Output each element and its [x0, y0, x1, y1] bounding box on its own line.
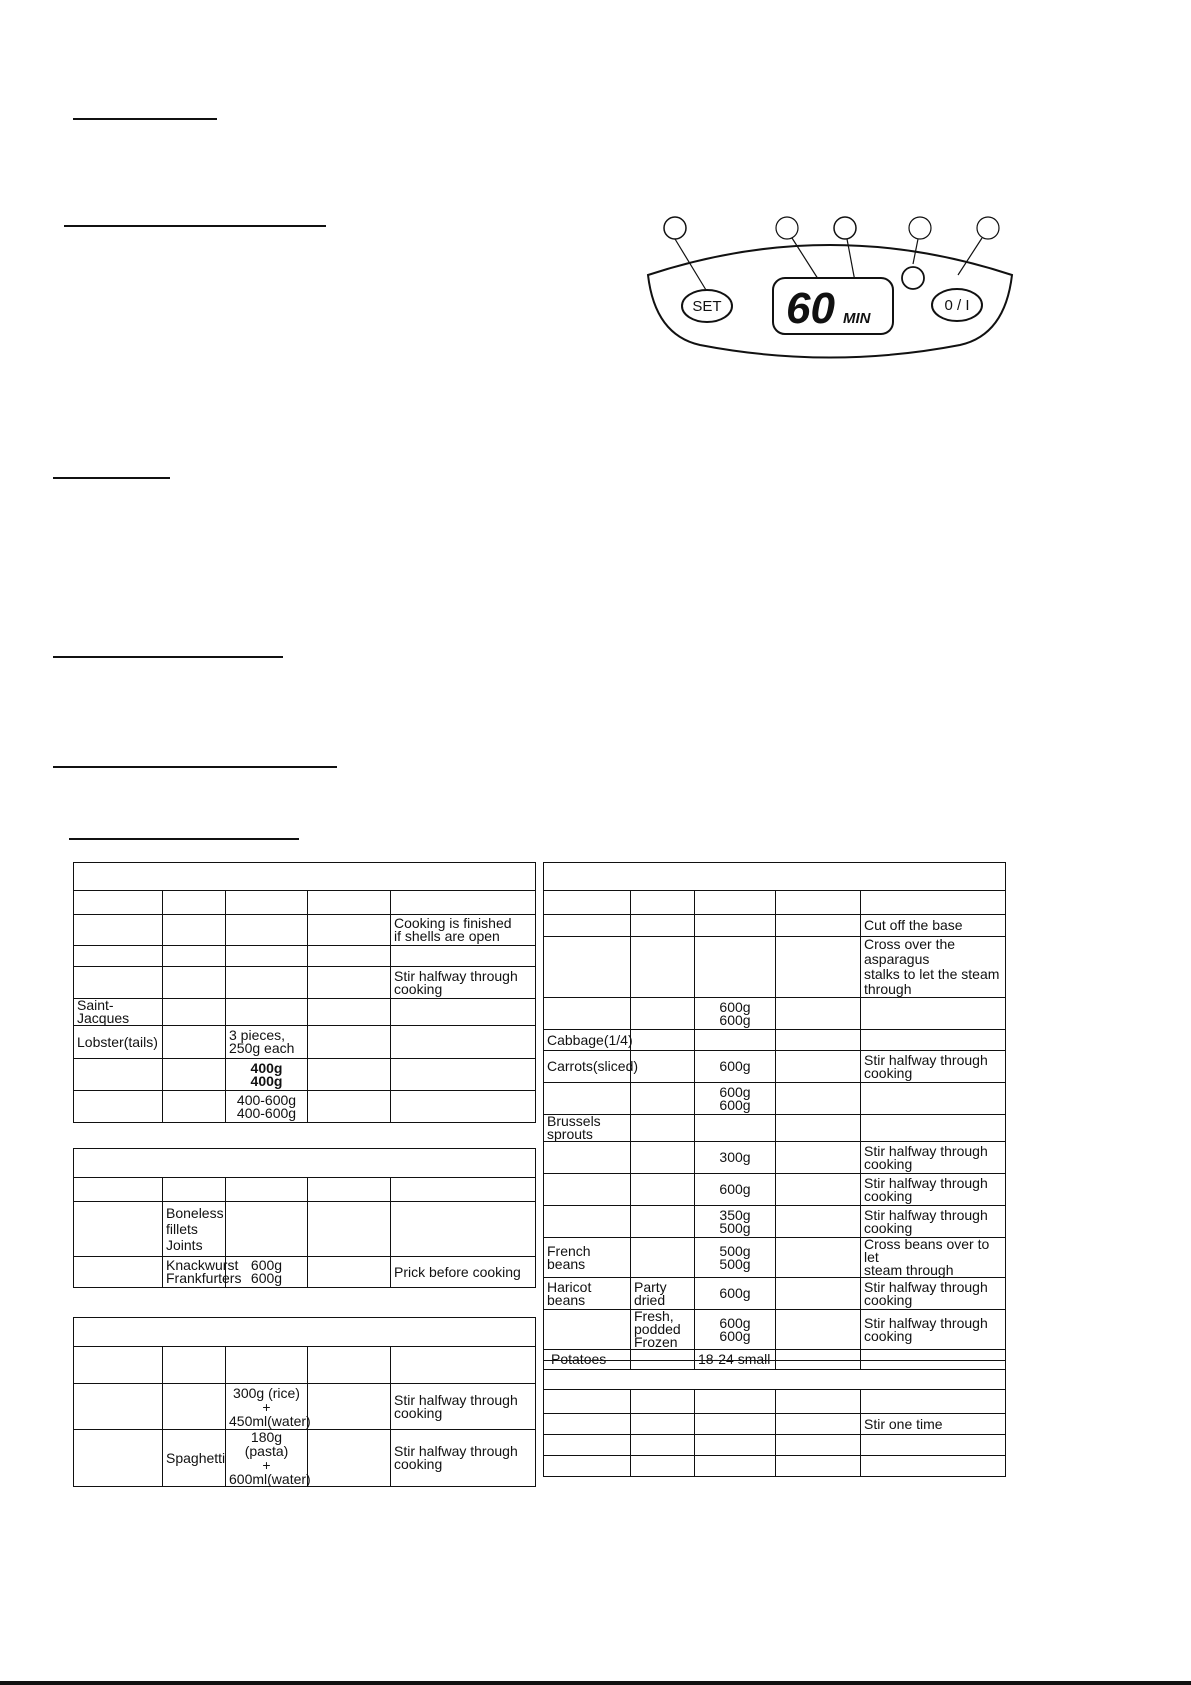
table-cell: [226, 915, 308, 946]
table-row: [544, 1238, 1006, 1278]
table-cell: [544, 1435, 631, 1456]
table-cell: Stir halfway through cooking: [861, 1051, 1006, 1083]
table-row: [544, 1435, 1006, 1456]
table-cell: [74, 946, 163, 967]
table-cell: Fresh, podded Frozen: [631, 1310, 695, 1350]
table-cell: [74, 1202, 163, 1257]
table-row: [74, 915, 536, 946]
table-cell: [74, 915, 163, 946]
table-cell: Cooking is finished if shells are open: [391, 915, 536, 946]
table-row: [74, 967, 536, 999]
table-cell: [544, 937, 631, 998]
column-header: [308, 1347, 391, 1384]
table-cell: [544, 1206, 631, 1238]
table-cell: Stir halfway through cooking: [861, 1310, 1006, 1350]
table-cell: [74, 1091, 163, 1123]
table-cell: [391, 1091, 536, 1123]
table-cell: [631, 1414, 695, 1435]
column-header: [861, 1390, 1006, 1414]
table-cell: [776, 1435, 861, 1456]
table-row: [74, 946, 536, 967]
column-header: [308, 1178, 391, 1202]
table-cell: Brussels sprouts: [544, 1115, 631, 1142]
section-heading-underline-4: [53, 656, 283, 658]
table-cell: Stir halfway through cooking: [861, 1206, 1006, 1238]
column-header: [631, 891, 695, 915]
column-header: [695, 891, 776, 915]
table-cell: Carrots(sliced): [544, 1051, 631, 1083]
table-cell: 300g (rice) + 450ml(water): [226, 1384, 308, 1430]
section-heading-underline-2: [64, 225, 326, 227]
table-cell: [776, 1115, 861, 1142]
table-cell: Stir halfway through cooking: [861, 1278, 1006, 1310]
table-cell: [391, 1202, 536, 1257]
table-title-row: [544, 1361, 1006, 1390]
table-cell: Stir halfway through cooking: [391, 1384, 536, 1430]
table-cell: [544, 1142, 631, 1174]
table-cell: [776, 1456, 861, 1477]
table-cell: [631, 1238, 695, 1278]
table-cell: [776, 937, 861, 998]
table-cell: [631, 998, 695, 1030]
table-cell: [544, 1414, 631, 1435]
table-cell: [776, 1278, 861, 1310]
column-header: [776, 891, 861, 915]
table-cell: [391, 1059, 536, 1091]
meat-table: [73, 1148, 536, 1288]
callout-circle-5: [977, 217, 999, 239]
column-header: [544, 1390, 631, 1414]
table-cell: [391, 1026, 536, 1059]
table-cell: [776, 1310, 861, 1350]
table-row: [544, 1083, 1006, 1115]
table-cell: 600g: [695, 1051, 776, 1083]
on-off-button-label: 0 / I: [944, 297, 970, 314]
table-cell: [391, 946, 536, 967]
table-cell: [74, 1059, 163, 1091]
table-cell: Cross beans over to let steam through: [861, 1238, 1006, 1278]
table-cell: [163, 1026, 226, 1059]
table-cell: [776, 1051, 861, 1083]
table-cell: [631, 937, 695, 998]
table-cell: [163, 946, 226, 967]
table-row: [544, 1414, 1006, 1435]
table-cell: 600g 600g: [226, 1257, 308, 1288]
column-header: [74, 891, 163, 915]
table-cell: [631, 1030, 695, 1051]
table-cell: [861, 998, 1006, 1030]
table-cell: [776, 1030, 861, 1051]
table-cell: Stir one time: [861, 1414, 1006, 1435]
table-cell: [544, 1174, 631, 1206]
table-row: [544, 1030, 1006, 1051]
table-cell: [861, 1030, 1006, 1051]
table-cell: [776, 998, 861, 1030]
table-cell: 300g: [695, 1142, 776, 1174]
column-header: [308, 891, 391, 915]
section-heading-underline-5: [53, 766, 337, 768]
table-cell: [74, 1430, 163, 1487]
column-header: [776, 1390, 861, 1414]
table-cell: Boneless fillets Joints: [163, 1202, 226, 1257]
column-header: [163, 891, 226, 915]
section-heading-underline-3: [53, 477, 170, 479]
vegetables-table: [543, 862, 1006, 1370]
table-cell: Haricot beans: [544, 1278, 631, 1310]
callout-circle-1: [664, 217, 686, 239]
table-cell: [308, 967, 391, 999]
table-cell: Lobster(tails): [74, 1026, 163, 1059]
table-title-row: [544, 863, 1006, 891]
table-cell: [776, 1206, 861, 1238]
table-cell: [631, 1206, 695, 1238]
table-cell: [308, 1257, 391, 1288]
section-heading-underline-6: [69, 838, 299, 840]
fish-seafood-table: [73, 862, 536, 1123]
table-cell: [163, 1091, 226, 1123]
table-cell: [308, 946, 391, 967]
table-cell: [163, 1384, 226, 1430]
table-cell: 350g 500g: [695, 1206, 776, 1238]
table-cell: [776, 1083, 861, 1115]
table-cell: [631, 1115, 695, 1142]
table-row: [74, 1202, 536, 1257]
table-cell: [695, 1435, 776, 1456]
set-button-label: SET: [692, 298, 722, 315]
table-cell: Stir halfway through cooking: [391, 1430, 536, 1487]
table-row: [74, 1059, 536, 1091]
table-cell: [163, 915, 226, 946]
table-cell: [226, 1202, 308, 1257]
table-cell: [308, 1059, 391, 1091]
table-cell: [308, 1091, 391, 1123]
table-cell: [776, 1238, 861, 1278]
table-cell: [163, 1059, 226, 1091]
table-cell: [695, 1414, 776, 1435]
table-cell: 18-24 small: [695, 1350, 776, 1370]
column-header: [695, 1390, 776, 1414]
table-cell: [776, 1414, 861, 1435]
table-cell: [308, 1026, 391, 1059]
table-cell: Knackwurst Frankfurters: [163, 1257, 226, 1288]
table-cell: [74, 967, 163, 999]
table-cell: Saint-Jacques: [74, 999, 163, 1026]
table-cell: [631, 1174, 695, 1206]
column-header: [163, 1178, 226, 1202]
table-cell: [308, 915, 391, 946]
column-header: [391, 891, 536, 915]
table-row: [74, 1091, 536, 1123]
table-cell: Prick before cooking: [391, 1257, 536, 1288]
table-row: [74, 1384, 536, 1430]
table-cell: Cabbage(1/4): [544, 1030, 631, 1051]
table-cell: [544, 998, 631, 1030]
column-header: [631, 1390, 695, 1414]
table-cell: [631, 1142, 695, 1174]
table-cell: 400-600g 400-600g: [226, 1091, 308, 1123]
table-cell: [861, 1435, 1006, 1456]
table-cell: [544, 915, 631, 937]
table-cell: [631, 1083, 695, 1115]
table-cell: Stir halfway through cooking: [391, 967, 536, 999]
table-cell: 180g (pasta) + 600ml(water): [226, 1430, 308, 1487]
table-cell: [695, 1456, 776, 1477]
column-header: [861, 891, 1006, 915]
column-header: [544, 891, 631, 915]
table-cell: 500g 500g: [695, 1238, 776, 1278]
table-cell: [226, 999, 308, 1026]
table-row: [544, 998, 1006, 1030]
table-cell: [74, 1384, 163, 1430]
table-title-row: [74, 863, 536, 891]
column-header: [391, 1178, 536, 1202]
table-cell: [695, 1030, 776, 1051]
table-cell: [776, 1174, 861, 1206]
callout-circle-4: [909, 217, 931, 239]
display-unit: MIN: [843, 310, 871, 327]
table-cell: 3 pieces, 250g each: [226, 1026, 308, 1059]
table-row: [74, 1026, 536, 1059]
table-row: [544, 915, 1006, 937]
table-row: [544, 1051, 1006, 1083]
table-cell: 600g: [695, 1174, 776, 1206]
table-cell: Stir halfway through cooking: [861, 1142, 1006, 1174]
table-cell: [631, 1051, 695, 1083]
table-cell: 600g 600g: [695, 1083, 776, 1115]
column-header: [226, 891, 308, 915]
table-row: [74, 1430, 536, 1487]
rice-pasta-table: [73, 1317, 536, 1487]
table-cell: [631, 915, 695, 937]
table-cell: 400g 400g: [226, 1059, 308, 1091]
table-cell: [544, 1083, 631, 1115]
table-row: [544, 1310, 1006, 1350]
table-cell: Party dried: [631, 1278, 695, 1310]
table-cell: [308, 1202, 391, 1257]
table-row: [544, 1142, 1006, 1174]
table-cell: [74, 1257, 163, 1288]
table-cell: [861, 1083, 1006, 1115]
page-bottom-border: [0, 1681, 1191, 1685]
table-cell: [308, 1384, 391, 1430]
table-cell: [391, 999, 536, 1026]
table-cell: [308, 999, 391, 1026]
table-cell: [776, 1142, 861, 1174]
table-cell: Cross over the asparagus stalks to let the steam through: [861, 937, 1006, 998]
table-title-row: [74, 1318, 536, 1347]
table-cell: 600g 600g: [695, 998, 776, 1030]
table-cell: [163, 999, 226, 1026]
table-cell: Spaghetti: [163, 1430, 226, 1487]
indicator-light: [902, 267, 924, 289]
table-cell: [226, 946, 308, 967]
table-cell: [163, 967, 226, 999]
callout-circle-3: [834, 217, 856, 239]
display-value: 60: [786, 284, 835, 333]
table-cell: 600g: [695, 1278, 776, 1310]
column-header: [163, 1347, 226, 1384]
column-header: [226, 1347, 308, 1384]
table-cell: [544, 1456, 631, 1477]
table-row: [544, 1278, 1006, 1310]
table-row: [544, 1206, 1006, 1238]
callout-circle-2: [776, 217, 798, 239]
table-cell: Potatoes: [544, 1350, 631, 1370]
other-dishes-table: [543, 1360, 1006, 1477]
table-cell: [631, 1435, 695, 1456]
table-row: [544, 1174, 1006, 1206]
table-title-row: [74, 1149, 536, 1178]
column-header: [74, 1178, 163, 1202]
table-cell: [544, 1310, 631, 1350]
table-row: [74, 999, 536, 1026]
table-cell: 600g 600g: [695, 1310, 776, 1350]
control-panel-illustration: [640, 210, 1020, 365]
table-row: [74, 1257, 536, 1288]
table-cell: [226, 967, 308, 999]
table-row: [544, 937, 1006, 998]
table-cell: Cut off the base: [861, 915, 1006, 937]
table-row: [544, 1115, 1006, 1142]
section-heading-underline-1: [73, 118, 217, 120]
table-cell: French beans: [544, 1238, 631, 1278]
table-cell: [308, 1430, 391, 1487]
table-cell: [861, 1456, 1006, 1477]
table-cell: [776, 915, 861, 937]
table-cell: [695, 1115, 776, 1142]
column-header: [391, 1347, 536, 1384]
table-cell: [631, 1456, 695, 1477]
table-cell: Stir halfway through cooking: [861, 1174, 1006, 1206]
column-header: [226, 1178, 308, 1202]
table-cell: [695, 915, 776, 937]
table-cell: [861, 1115, 1006, 1142]
table-cell: [695, 937, 776, 998]
column-header: [74, 1347, 163, 1384]
table-row: [544, 1456, 1006, 1477]
